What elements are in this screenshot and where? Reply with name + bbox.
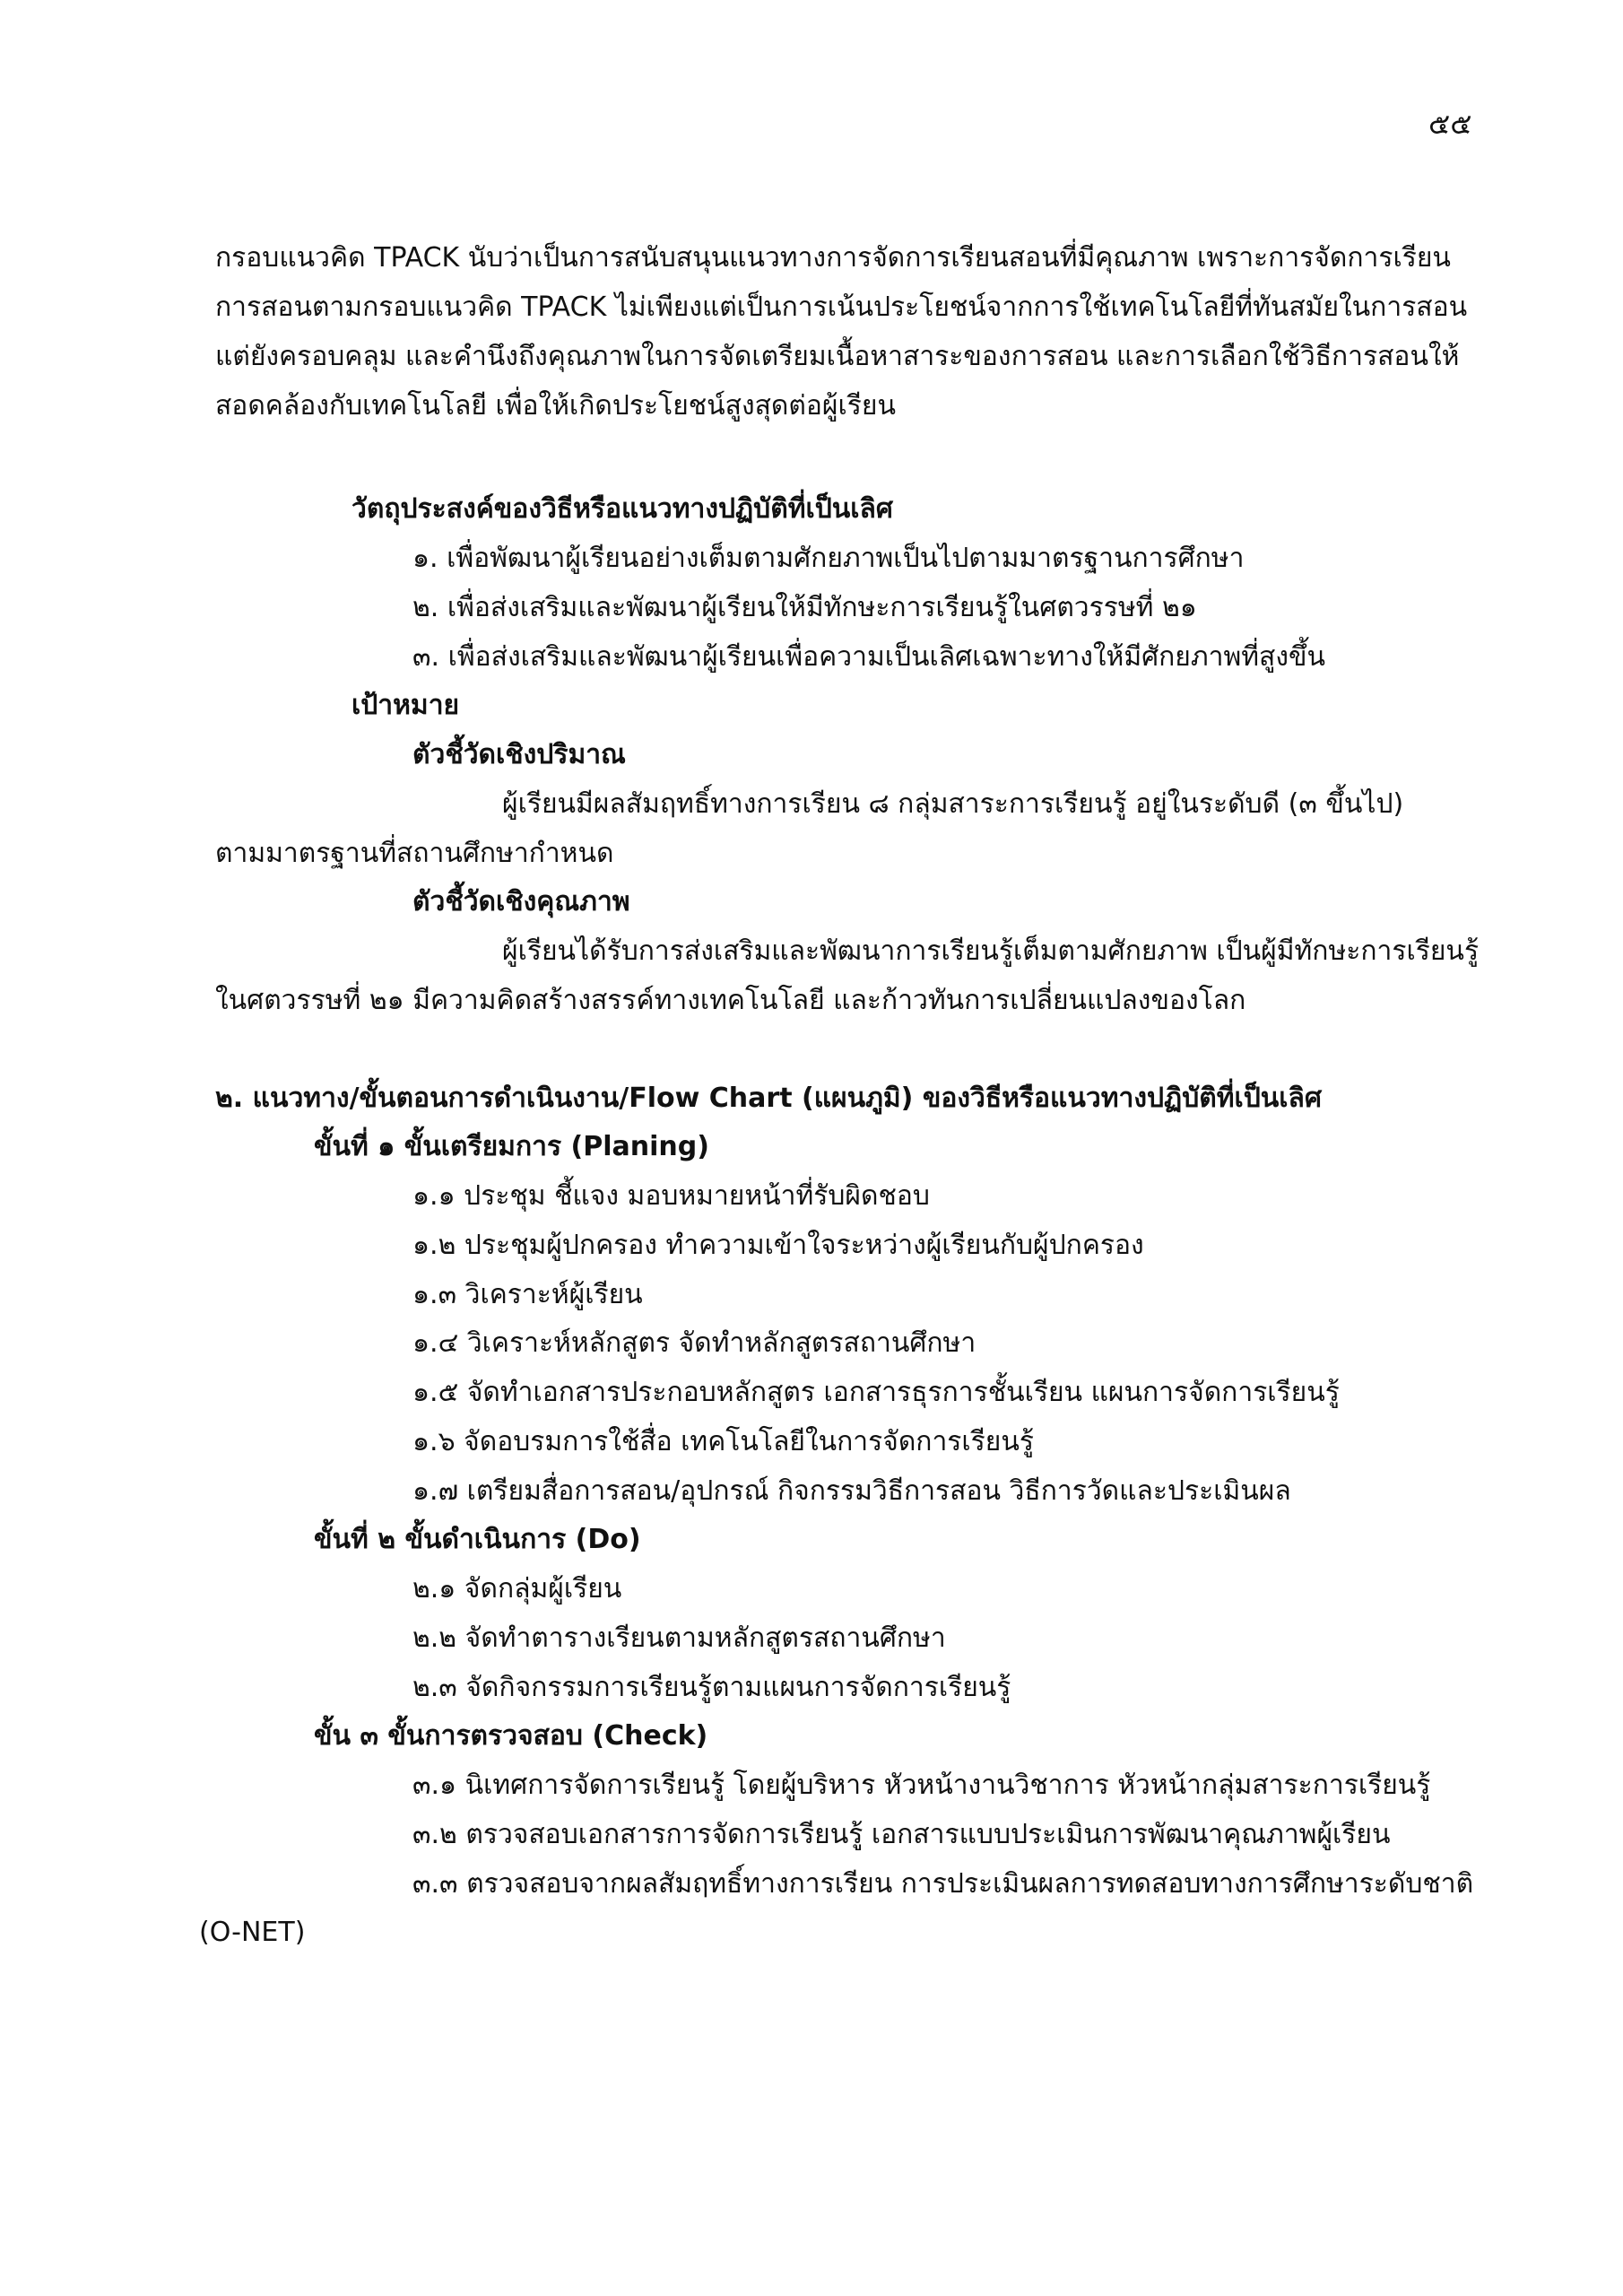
step-3-item: ๓.๓ ตรวจสอบจากผลสัมฤทธิ์ทางการเรียน การประเมินผลการทดสอบทางการศึกษาระดับชาติ	[412, 1868, 1474, 1900]
intro-line: แต่ยังครอบคลุม และคำนึงถึงคุณภาพในการจัดเตรียมเนื้อหาสาระของการสอน และการเลือกใช้วิธีการสอนให้	[215, 341, 1460, 372]
step-1-heading: ขั้นที่ ๑ ขั้นเตรียมการ (Planing)	[314, 1131, 709, 1162]
objective-item: ๒. เพื่อส่งเสริมและพัฒนาผู้เรียนให้มีทักษะการเรียนรู้ในศตวรรษที่ ๒๑	[412, 592, 1197, 623]
qualitative-heading: ตัวชี้วัดเชิงคุณภาพ	[412, 886, 630, 918]
page-number: ๕๕	[1428, 107, 1472, 141]
quantitative-heading: ตัวชี้วัดเชิงปริมาณ	[412, 739, 626, 770]
step-3-item-cont: (O-NET)	[199, 1917, 306, 1948]
qualitative-text: ผู้เรียนได้รับการส่งเสริมและพัฒนาการเรียนรู้เต็มตามศักยภาพ เป็นผู้มีทักษะการเรียนรู้	[502, 935, 1480, 967]
goals-heading: เป้าหมาย	[352, 690, 460, 721]
objective-item: ๓. เพื่อส่งเสริมและพัฒนาผู้เรียนเพื่อความเป็นเลิศเฉพาะทางให้มีศักยภาพที่สูงขึ้น	[412, 641, 1326, 673]
objectives-heading: วัตถุประสงค์ของวิธีหรือแนวทางปฏิบัติที่เป็นเลิศ	[352, 493, 893, 525]
step-1-item: ๑.๒ ประชุมผู้ปกครอง ทำความเข้าใจระหว่างผู้เรียนกับผู้ปกครอง	[412, 1230, 1144, 1261]
step-1-item: ๑.๗ เตรียมสื่อการสอน/อุปกรณ์ กิจกรรมวิธีการสอน วิธีการวัดและประเมินผล	[412, 1475, 1291, 1507]
intro-line: กรอบแนวคิด TPACK นับว่าเป็นการสนับสนุนแนวทางการจัดการเรียนสอนที่มีคุณภาพ เพราะการจัดการเรียน	[215, 242, 1451, 274]
step-1-item: ๑.๔ วิเคราะห์หลักสูตร จัดทำหลักสูตรสถานศึกษา	[412, 1327, 976, 1359]
quantitative-text: ผู้เรียนมีผลสัมฤทธิ์ทางการเรียน ๘ กลุ่มสาระการเรียนรู้ อยู่ในระดับดี (๓ ขึ้นไป)	[502, 788, 1404, 820]
step-2-heading: ขั้นที่ ๒ ขั้นดำเนินการ (Do)	[314, 1524, 641, 1555]
objective-item: ๑. เพื่อพัฒนาผู้เรียนอย่างเต็มตามศักยภาพเป็นไปตามมาตรฐานการศึกษา	[412, 543, 1245, 574]
step-1-item: ๑.๑ ประชุม ชี้แจง มอบหมายหน้าที่รับผิดชอบ	[412, 1180, 930, 1212]
step-1-item: ๑.๓ วิเคราะห์ผู้เรียน	[412, 1279, 643, 1310]
quantitative-text-cont: ตามมาตรฐานที่สถานศึกษากำหนด	[215, 838, 614, 869]
step-1-item: ๑.๕ จัดทำเอกสารประกอบหลักสูตร เอกสารธุรการชั้นเรียน แผนการจัดการเรียนรู้	[412, 1377, 1340, 1408]
qualitative-text-cont: ในศตวรรษที่ ๒๑ มีความคิดสร้างสรรค์ทางเทคโนโลยี และก้าวทันการเปลี่ยนแปลงของโลก	[215, 985, 1246, 1016]
intro-line: การสอนตามกรอบแนวคิด TPACK ไม่เพียงแต่เป็นการเน้นประโยชน์จากการใช้เทคโนโลยีที่ทันสมัยในการสอน	[215, 291, 1468, 323]
step-2-item: ๒.๒ จัดทำตารางเรียนตามหลักสูตรสถานศึกษา	[412, 1622, 946, 1654]
step-3-heading: ขั้น ๓ ขั้นการตรวจสอบ (Check)	[314, 1720, 708, 1752]
step-3-item: ๓.๑ นิเทศการจัดการเรียนรู้ โดยผู้บริหาร หัวหน้างานวิชาการ หัวหน้ากลุ่มสาระการเรียนรู้	[412, 1770, 1431, 1801]
step-2-item: ๒.๓ จัดกิจกรรมการเรียนรู้ตามแผนการจัดการเรียนรู้	[412, 1672, 1011, 1703]
step-1-item: ๑.๖ จัดอบรมการใช้สื่อ เทคโนโลยีในการจัดการเรียนรู้	[412, 1426, 1034, 1457]
step-2-item: ๒.๑ จัดกลุ่มผู้เรียน	[412, 1573, 622, 1605]
intro-line: สอดคล้องกับเทคโนโลยี เพื่อให้เกิดประโยชน์สูงสุดต่อผู้เรียน	[215, 390, 896, 422]
step-3-item: ๓.๒ ตรวจสอบเอกสารการจัดการเรียนรู้ เอกสารแบบประเมินการพัฒนาคุณภาพผู้เรียน	[412, 1819, 1391, 1850]
section-2-heading: ๒. แนวทาง/ขั้นตอนการดำเนินงาน/Flow Chart (แผนภูมิ) ของวิธีหรือแนวทางปฏิบัติที่เป็นเลิศ	[215, 1083, 1322, 1114]
